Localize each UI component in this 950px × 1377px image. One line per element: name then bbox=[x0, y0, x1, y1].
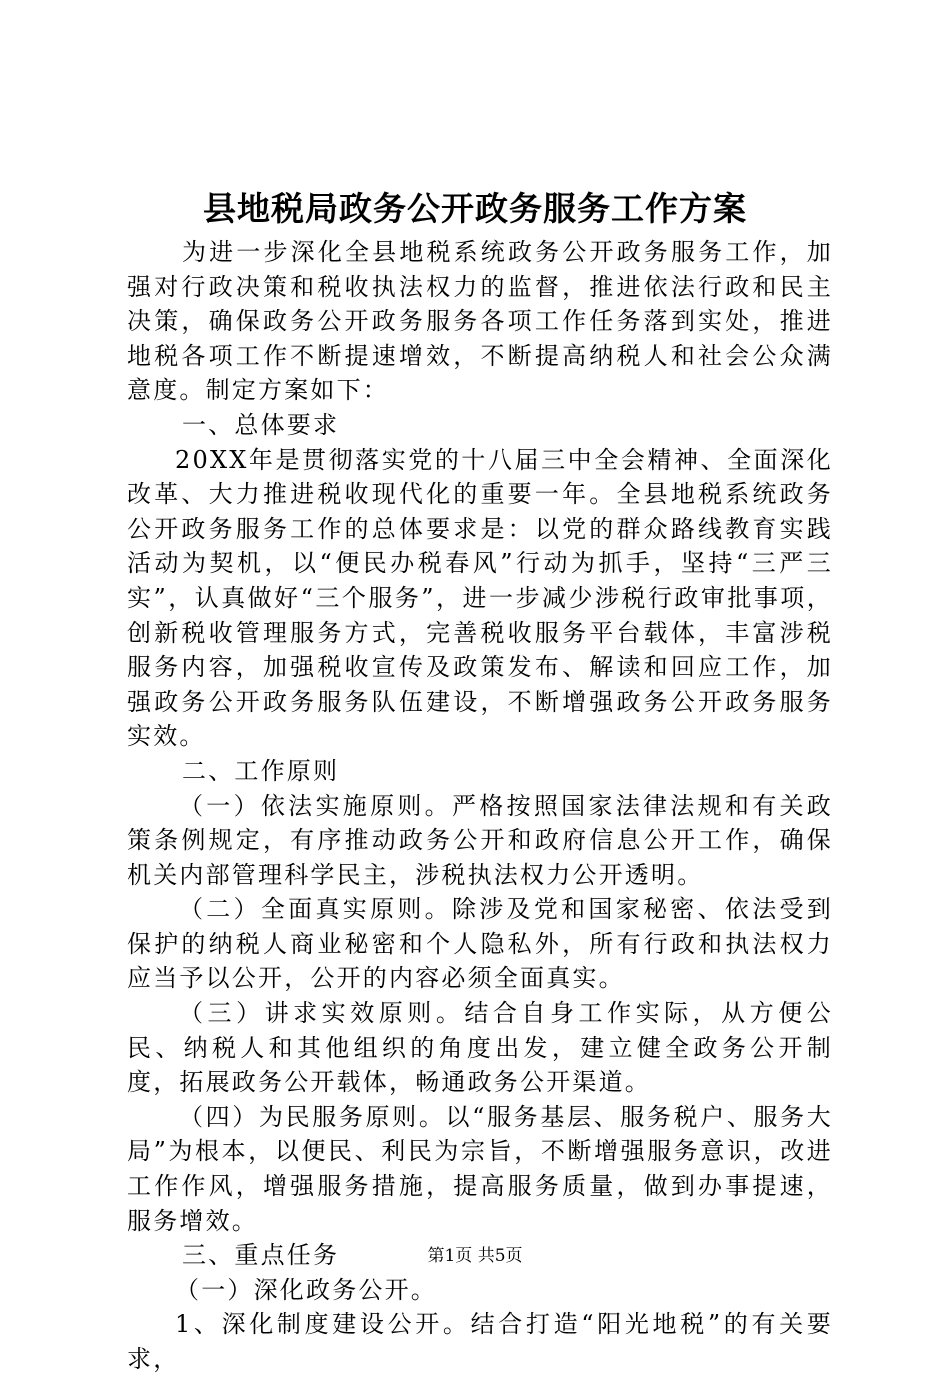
document-body bbox=[127, 235, 833, 1377]
section-heading-1: 一、总体要求 bbox=[182, 410, 340, 439]
section-1-paragraph: 20XX年是贯彻落实党的十八届三中全会精神、全面深化改革、大力推进税收现代化的重要一年。全县地税系统政务公开政务服务工作的总体要求是：以党的群众路线教育实践活动为契机，以“便民办税春风”行动为抓手，坚持“三严三实”，认真做好“三个服务”，进一步减少涉税行政审批事项，创新税收管理服务方式，完善税收服务平台载体，丰富涉税服务内容，加强税收宣传及政策发布、解读和回应工作，加强政务公开政务服务队伍建设，不断增强政务公开政务服务实效。 bbox=[127, 445, 833, 751]
principle-paragraph-2: （二）全面真实原则。除涉及党和国家秘密、依法受到保护的纳税人商业秘密和个人隐私外，所有行政和执法权力应当予以公开，公开的内容必须全面真实。 bbox=[127, 895, 833, 993]
task-paragraph-1: 1、深化制度建设公开。结合打造“阳光地税”的有关要求， bbox=[127, 1310, 833, 1373]
principle-paragraph-3: （三）讲求实效原则。结合自身工作实际，从方便公民、纳税人和其他组织的角度出发，建立健全政务公开制度，拓展政务公开载体，畅通政务公开渠道。 bbox=[127, 999, 833, 1097]
subsection-heading: （一）深化政务公开。 bbox=[175, 1275, 437, 1304]
document-title: 县地税局政务公开政务服务工作方案 bbox=[203, 189, 747, 228]
section-heading-3: 三、重点任务 bbox=[182, 1241, 340, 1270]
principle-paragraph-4: （四）为民服务原则。以“服务基层、服务税户、服务大局”为根本，以便民、利民为宗旨，不断增强服务意识，改进工作作风，增强服务措施，提高服务质量，做到办事提速，服务增效。 bbox=[127, 1102, 833, 1235]
intro-paragraph: 为进一步深化全县地税系统政务公开政务服务工作，加强对行政决策和税收执法权力的监督，推进依法行政和民主决策，确保政务公开政务服务各项工作任务落到实处，推进地税各项工作不断提速增效，不断提高纳税人和社会公众满意度。制定方案如下： bbox=[127, 238, 833, 405]
section-heading-2: 二、工作原则 bbox=[182, 756, 340, 785]
page-footer: 第1页 共5页 bbox=[427, 1246, 523, 1266]
principle-paragraph-1: （一）依法实施原则。严格按照国家法律法规和有关政策条例规定，有序推动政务公开和政府信息公开工作，确保机关内部管理科学民主，涉税执法权力公开透明。 bbox=[127, 791, 833, 889]
